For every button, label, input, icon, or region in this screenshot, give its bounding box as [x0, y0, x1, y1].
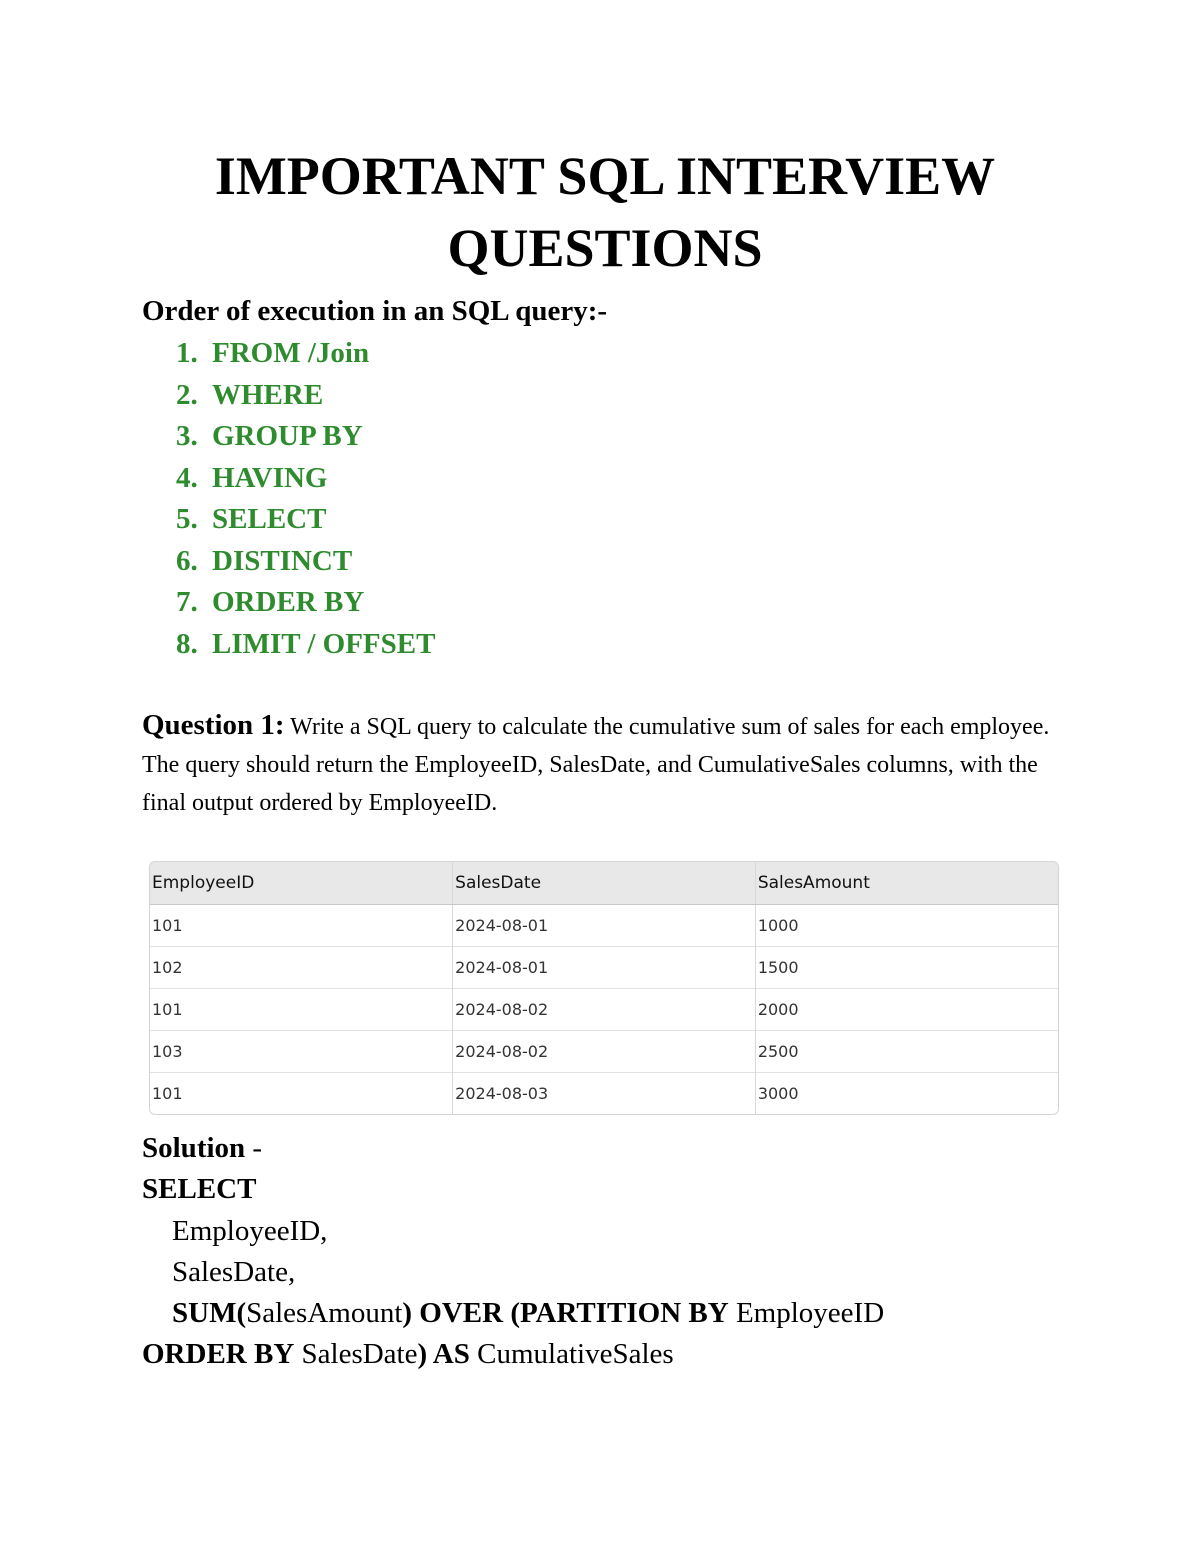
sql-alias: CumulativeSales	[469, 1338, 674, 1371]
execution-order-list	[176, 334, 435, 666]
table-row	[150, 1031, 1058, 1073]
step-text: GROUP BY	[212, 420, 363, 452]
table-cell: 2024-08-01	[453, 947, 756, 989]
solution-block	[142, 1128, 884, 1376]
list-item	[176, 542, 435, 584]
table-row	[150, 905, 1058, 947]
step-number: 8.	[176, 627, 198, 660]
list-item	[176, 376, 435, 418]
step-text: FROM /Join	[212, 337, 370, 369]
table-cell: 1000	[755, 905, 1058, 947]
sql-over-keyword: ) OVER (PARTITION BY	[402, 1297, 729, 1330]
step-number: 1.	[176, 337, 198, 369]
step-text: DISTINCT	[212, 544, 353, 577]
list-item	[176, 334, 435, 376]
sql-order-column: SalesDate	[294, 1338, 418, 1371]
page-title	[140, 140, 1070, 284]
column-header: SalesAmount	[755, 862, 1058, 905]
question-text: Write a SQL query to calculate the cumulative sum of sales for each employee. The query should return the EmployeeID, SalesDate, and CumulativeSales columns, with the final output ordered by EmployeeID.	[142, 714, 1050, 816]
table-cell: 2024-08-02	[453, 1031, 756, 1073]
table-row	[150, 1073, 1058, 1115]
table-cell: 102	[150, 947, 453, 989]
table-cell: 1500	[755, 947, 1058, 989]
table-cell: 2024-08-03	[453, 1073, 756, 1115]
sql-partition-column: EmployeeID	[728, 1297, 885, 1330]
step-text: SELECT	[212, 503, 327, 535]
table-cell: 2024-08-01	[453, 905, 756, 947]
table-cell: 2500	[755, 1031, 1058, 1073]
table-cell: 2000	[755, 989, 1058, 1031]
step-text: WHERE	[212, 378, 324, 411]
step-number: 7.	[176, 586, 198, 618]
sql-select-keyword: SELECT	[142, 1173, 257, 1206]
step-number: 5.	[176, 503, 198, 535]
table-header-row	[150, 862, 1058, 905]
step-number: 6.	[176, 544, 198, 577]
sql-order-line	[142, 1334, 884, 1375]
sql-column-salesdate: SalesDate,	[172, 1255, 296, 1288]
order-heading: Order of execution in an SQL query:-	[142, 295, 608, 327]
table-cell: 103	[150, 1031, 453, 1073]
sql-column-employeeid: EmployeeID,	[172, 1214, 328, 1247]
table-cell: 3000	[755, 1073, 1058, 1115]
column-header: EmployeeID	[150, 862, 453, 905]
column-header: SalesDate	[453, 862, 756, 905]
solution-heading	[142, 1128, 884, 1169]
table-cell: 2024-08-02	[453, 989, 756, 1031]
page-title-line-1: IMPORTANT SQL INTERVIEW	[214, 146, 996, 206]
table-row	[150, 989, 1058, 1031]
table-cell: 101	[150, 905, 453, 947]
table-row	[150, 947, 1058, 989]
sales-table	[149, 861, 1059, 1115]
step-text: HAVING	[212, 461, 328, 494]
step-number: 3.	[176, 420, 198, 452]
step-text: LIMIT / OFFSET	[212, 627, 436, 660]
list-item	[176, 500, 435, 542]
step-text: ORDER BY	[212, 586, 365, 618]
sql-as-keyword: ) AS	[417, 1338, 470, 1371]
sql-window-line	[142, 1293, 884, 1334]
list-item	[176, 417, 435, 459]
list-item	[176, 583, 435, 625]
step-number: 2.	[176, 378, 198, 411]
solution-label: Solution	[142, 1132, 246, 1164]
list-item	[176, 459, 435, 501]
sql-sum-keyword: SUM(	[172, 1297, 247, 1330]
solution-dash: -	[245, 1132, 263, 1164]
table-cell: 101	[150, 1073, 453, 1115]
sql-order-keyword: ORDER BY	[142, 1338, 295, 1371]
question-label: Question 1:	[142, 709, 285, 741]
question-1	[142, 706, 1062, 822]
page-title-line-2: QUESTIONS	[447, 218, 763, 278]
list-item	[176, 625, 435, 667]
sql-sum-argument: SalesAmount	[246, 1297, 403, 1330]
step-number: 4.	[176, 461, 198, 494]
table-cell: 101	[150, 989, 453, 1031]
